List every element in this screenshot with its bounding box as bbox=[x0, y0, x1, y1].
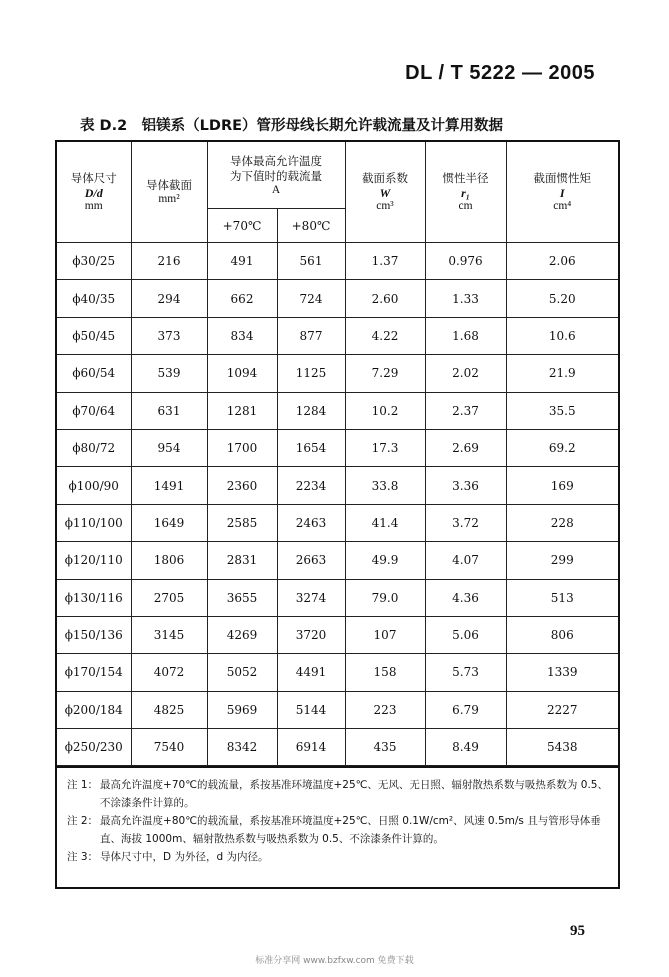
cell-ampacity-80: 877 bbox=[277, 317, 345, 354]
cell-inertia: 228 bbox=[506, 504, 618, 541]
cell-size: ϕ170/154 bbox=[57, 654, 131, 691]
cell-ampacity-80: 6914 bbox=[277, 729, 345, 766]
cell-radius: 5.06 bbox=[425, 616, 506, 653]
table-row bbox=[57, 654, 618, 691]
cell-size: ϕ60/54 bbox=[57, 355, 131, 392]
cell-area: 1806 bbox=[131, 542, 207, 579]
table-row bbox=[57, 317, 618, 354]
cell-modulus: 107 bbox=[345, 616, 425, 653]
cell-ampacity-70: 2831 bbox=[207, 542, 277, 579]
cell-ampacity-80: 1654 bbox=[277, 429, 345, 466]
cell-modulus: 223 bbox=[345, 691, 425, 728]
cell-inertia: 169 bbox=[506, 467, 618, 504]
cell-ampacity-70: 1094 bbox=[207, 355, 277, 392]
cell-size: ϕ250/230 bbox=[57, 729, 131, 766]
data-table-frame bbox=[55, 140, 620, 889]
note-label: 注 1： bbox=[67, 779, 99, 792]
cell-size: ϕ130/116 bbox=[57, 579, 131, 616]
cell-ampacity-80: 561 bbox=[277, 243, 345, 280]
header-section-modulus bbox=[345, 142, 425, 243]
cell-size: ϕ80/72 bbox=[57, 429, 131, 466]
cell-inertia: 10.6 bbox=[506, 317, 618, 354]
cell-size: ϕ50/45 bbox=[57, 317, 131, 354]
header-inertia-label: 截面惯性矩 bbox=[533, 171, 591, 185]
cell-ampacity-70: 5969 bbox=[207, 691, 277, 728]
cell-ampacity-80: 4491 bbox=[277, 654, 345, 691]
cell-inertia: 806 bbox=[506, 616, 618, 653]
cell-modulus: 435 bbox=[345, 729, 425, 766]
cell-area: 294 bbox=[131, 280, 207, 317]
cell-modulus: 2.60 bbox=[345, 280, 425, 317]
table-row bbox=[57, 355, 618, 392]
cell-size: ϕ110/100 bbox=[57, 504, 131, 541]
cell-inertia: 299 bbox=[506, 542, 618, 579]
table-notes bbox=[57, 766, 618, 866]
table-body bbox=[57, 243, 618, 766]
header-radius-symbol: r₁ bbox=[461, 186, 470, 200]
table-row bbox=[57, 729, 618, 766]
cell-inertia: 513 bbox=[506, 579, 618, 616]
note-2 bbox=[67, 812, 612, 848]
cell-modulus: 10.2 bbox=[345, 392, 425, 429]
cell-size: ϕ100/90 bbox=[57, 467, 131, 504]
table-row bbox=[57, 542, 618, 579]
header-current-line1: 导体最高允许温度 bbox=[230, 153, 322, 168]
cell-area: 4825 bbox=[131, 691, 207, 728]
note-1 bbox=[67, 776, 612, 812]
cell-size: ϕ120/110 bbox=[57, 542, 131, 579]
cell-ampacity-70: 2585 bbox=[207, 504, 277, 541]
cell-ampacity-80: 3720 bbox=[277, 616, 345, 653]
cell-ampacity-70: 2360 bbox=[207, 467, 277, 504]
cell-size: ϕ70/64 bbox=[57, 392, 131, 429]
cell-size: ϕ40/35 bbox=[57, 280, 131, 317]
cell-radius: 4.36 bbox=[425, 579, 506, 616]
cell-ampacity-80: 2463 bbox=[277, 504, 345, 541]
cell-radius: 6.79 bbox=[425, 691, 506, 728]
table-row bbox=[57, 243, 618, 280]
note-text: 导体尺寸中，D 为外径，d 为内径。 bbox=[100, 851, 269, 864]
header-modulus-symbol: W bbox=[379, 186, 391, 200]
header-current-line2: 为下值时的载流量 bbox=[230, 168, 322, 183]
cell-radius: 3.72 bbox=[425, 504, 506, 541]
cell-ampacity-70: 4269 bbox=[207, 616, 277, 653]
table-row bbox=[57, 504, 618, 541]
note-text: 最高允许温度+70℃的载流量，系按基准环境温度+25℃、无风、无日照、辐射散热系数与吸热系数为 0.5、不涂漆条件计算的。 bbox=[100, 779, 608, 810]
watermark-footer: 标准分享网 www.bzfxw.com 免费下载 bbox=[255, 956, 414, 966]
cell-inertia: 1339 bbox=[506, 654, 618, 691]
header-gyration-radius bbox=[425, 142, 506, 243]
cell-area: 3145 bbox=[131, 616, 207, 653]
cell-area: 7540 bbox=[131, 729, 207, 766]
cell-size: ϕ150/136 bbox=[57, 616, 131, 653]
cell-radius: 0.976 bbox=[425, 243, 506, 280]
cell-inertia: 5.20 bbox=[506, 280, 618, 317]
table-row bbox=[57, 280, 618, 317]
header-modulus-label: 截面系数 bbox=[362, 171, 408, 185]
cell-modulus: 79.0 bbox=[345, 579, 425, 616]
cell-radius: 2.69 bbox=[425, 429, 506, 466]
cell-radius: 2.02 bbox=[425, 355, 506, 392]
header-temp-70: +70℃ bbox=[207, 209, 277, 243]
cell-modulus: 158 bbox=[345, 654, 425, 691]
header-cross-section bbox=[131, 142, 207, 243]
cell-ampacity-80: 2663 bbox=[277, 542, 345, 579]
table-row bbox=[57, 429, 618, 466]
cell-radius: 8.49 bbox=[425, 729, 506, 766]
note-label: 注 3： bbox=[67, 851, 99, 864]
header-inertia-unit: cm⁴ bbox=[553, 200, 572, 212]
cell-radius: 1.33 bbox=[425, 280, 506, 317]
header-modulus-unit: cm³ bbox=[376, 200, 394, 212]
table-row bbox=[57, 467, 618, 504]
cell-modulus: 49.9 bbox=[345, 542, 425, 579]
table-row bbox=[57, 579, 618, 616]
cell-modulus: 17.3 bbox=[345, 429, 425, 466]
cell-size: ϕ30/25 bbox=[57, 243, 131, 280]
cell-radius: 4.07 bbox=[425, 542, 506, 579]
cell-ampacity-80: 2234 bbox=[277, 467, 345, 504]
cell-area: 373 bbox=[131, 317, 207, 354]
header-size-symbol: D/d bbox=[84, 186, 103, 200]
header-area-unit: mm² bbox=[158, 193, 180, 205]
cell-modulus: 41.4 bbox=[345, 504, 425, 541]
cell-radius: 3.36 bbox=[425, 467, 506, 504]
cell-modulus: 4.22 bbox=[345, 317, 425, 354]
cell-area: 4072 bbox=[131, 654, 207, 691]
cell-area: 1491 bbox=[131, 467, 207, 504]
cell-area: 1649 bbox=[131, 504, 207, 541]
cell-radius: 2.37 bbox=[425, 392, 506, 429]
standard-number: DL / T 5222 — 2005 bbox=[405, 62, 595, 84]
header-ampacity bbox=[207, 142, 345, 209]
cell-inertia: 21.9 bbox=[506, 355, 618, 392]
cell-ampacity-70: 834 bbox=[207, 317, 277, 354]
cell-ampacity-80: 3274 bbox=[277, 579, 345, 616]
cell-ampacity-70: 8342 bbox=[207, 729, 277, 766]
cell-inertia: 2.06 bbox=[506, 243, 618, 280]
table-caption: 表 D.2 铝镁系（LDRE）管形母线长期允许载流量及计算用数据 bbox=[80, 118, 504, 134]
cell-modulus: 7.29 bbox=[345, 355, 425, 392]
cell-ampacity-70: 5052 bbox=[207, 654, 277, 691]
cell-ampacity-70: 1700 bbox=[207, 429, 277, 466]
note-label: 注 2： bbox=[67, 815, 99, 828]
table-row bbox=[57, 691, 618, 728]
cell-area: 539 bbox=[131, 355, 207, 392]
cell-modulus: 33.8 bbox=[345, 467, 425, 504]
header-size-unit: mm bbox=[84, 200, 103, 212]
table-row bbox=[57, 392, 618, 429]
cell-ampacity-80: 1125 bbox=[277, 355, 345, 392]
header-area-label: 导体截面 bbox=[146, 178, 192, 192]
cell-modulus: 1.37 bbox=[345, 243, 425, 280]
cell-ampacity-70: 491 bbox=[207, 243, 277, 280]
note-text: 最高允许温度+80℃的载流量，系按基准环境温度+25℃、日照 0.1W/cm²、风速 0.5m/s 且与管形导体垂直、海拔 1000m、辐射散热系数与吸热系数为 0.5、不涂漆条件计算的。 bbox=[100, 815, 601, 846]
cell-radius: 5.73 bbox=[425, 654, 506, 691]
cell-ampacity-70: 662 bbox=[207, 280, 277, 317]
cell-ampacity-80: 5144 bbox=[277, 691, 345, 728]
cell-radius: 1.68 bbox=[425, 317, 506, 354]
cell-ampacity-70: 3655 bbox=[207, 579, 277, 616]
cell-ampacity-80: 1284 bbox=[277, 392, 345, 429]
busbar-data-table bbox=[57, 142, 618, 766]
note-3 bbox=[67, 848, 612, 866]
cell-ampacity-70: 1281 bbox=[207, 392, 277, 429]
cell-inertia: 5438 bbox=[506, 729, 618, 766]
cell-area: 631 bbox=[131, 392, 207, 429]
table-row bbox=[57, 616, 618, 653]
header-temp-80: +80℃ bbox=[277, 209, 345, 243]
cell-inertia: 35.5 bbox=[506, 392, 618, 429]
cell-area: 2705 bbox=[131, 579, 207, 616]
header-radius-label: 惯性半径 bbox=[442, 171, 489, 185]
header-current-unit: A bbox=[271, 183, 281, 196]
cell-ampacity-80: 724 bbox=[277, 280, 345, 317]
cell-size: ϕ200/184 bbox=[57, 691, 131, 728]
cell-inertia: 2227 bbox=[506, 691, 618, 728]
page-number: 95 bbox=[570, 923, 585, 939]
header-radius-unit: cm bbox=[458, 200, 473, 212]
cell-area: 954 bbox=[131, 429, 207, 466]
header-conductor-size bbox=[57, 142, 131, 243]
cell-area: 216 bbox=[131, 243, 207, 280]
header-size-label: 导体尺寸 bbox=[70, 171, 117, 185]
cell-inertia: 69.2 bbox=[506, 429, 618, 466]
header-moment-of-inertia bbox=[506, 142, 618, 243]
header-inertia-symbol: I bbox=[559, 186, 565, 200]
